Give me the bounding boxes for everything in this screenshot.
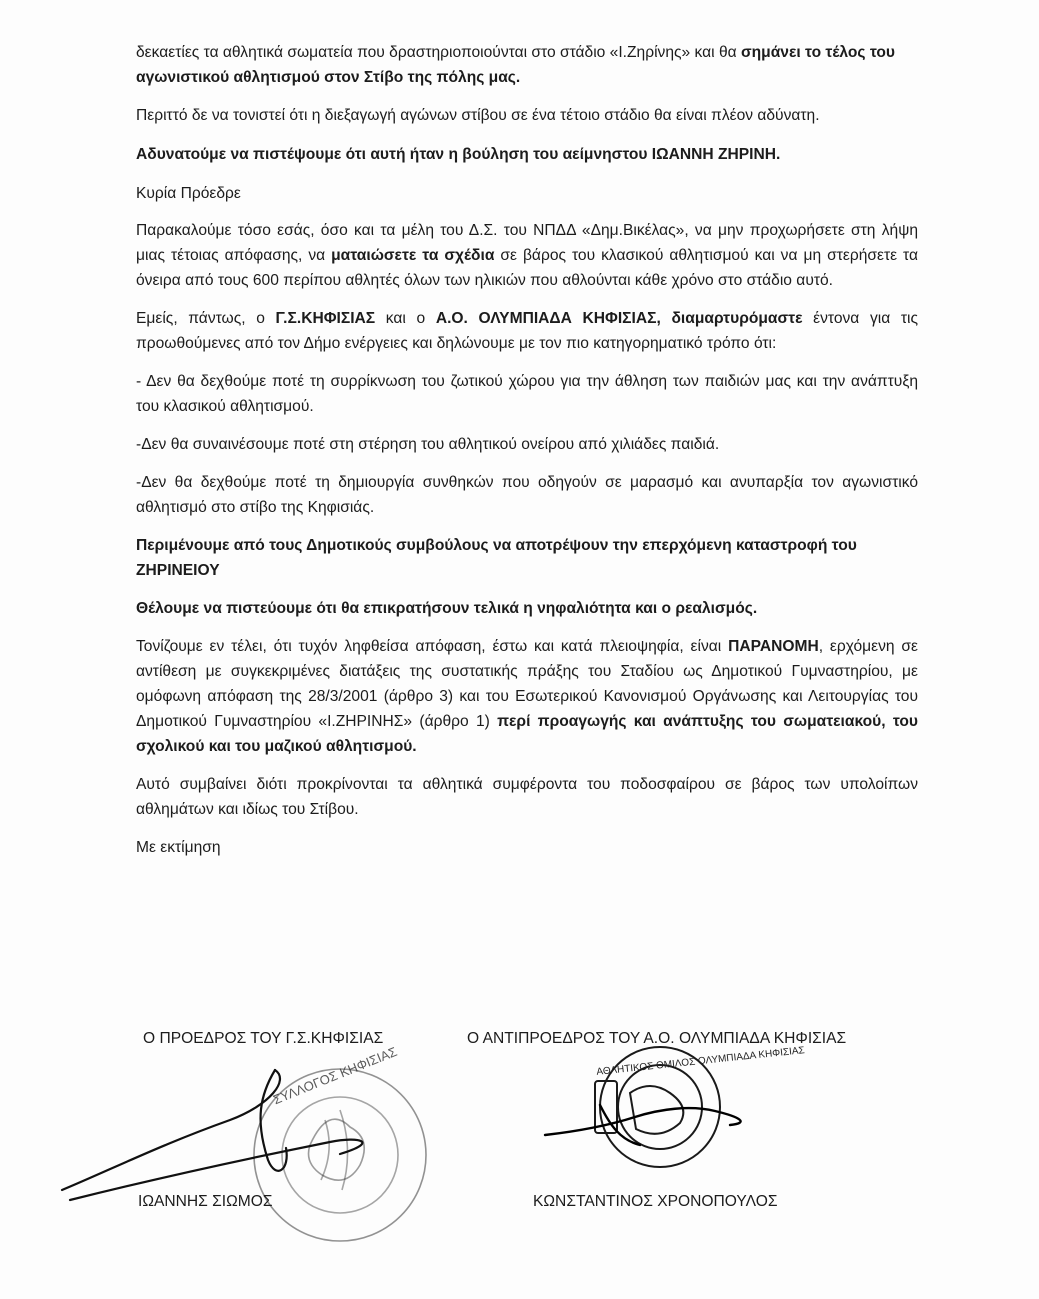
paragraph-impossible: Περιττό δε να τονιστεί ότι η διεξαγωγή αγώνων στίβου σε ένα τέτοιο στάδιο θα είναι πλέον αδύνατη. — [136, 107, 820, 124]
paragraph-councillors: Περιμένουμε από τους Δημοτικούς συμβούλους να αποτρέψουν την επερχόμενη καταστροφή του ΖΗΡΙΝΕΙΟΥ — [136, 537, 857, 579]
paragraph-request: Παρακαλούμε τόσο εσάς, όσο και τα μέλη του Δ.Σ. του ΝΠΔΔ «Δημ.Βικέλας», να μην προχωρήσετε στη λήψη μιας τέτοιας απόφασης, να ματαιώσετε τα σχέδια σε βάρος του κλασικού αθλητισμού και να μη στερήσετε τα όνειρα από τους 600 περίπου αθλητές όλων των ηλικιών που αθλούνται κάθε χρόνο στο στάδιο αυτό. — [136, 222, 918, 289]
left-signatory-name: ΙΩΑΝΝΗΣ ΣΙΩΜΟΣ — [138, 1193, 273, 1210]
letter-body — [136, 40, 918, 873]
paragraph-realism: Θέλουμε να πιστεύουμε ότι θα επικρατήσουν τελικά η νηφαλιότητα και ο ρεαλισμός. — [136, 600, 758, 617]
paragraph-stadium-clubs: δεκαετίες τα αθλητικά σωματεία που δραστηριοποιούνται στο στάδιο «Ι.Ζηρίνης» και θα σημάνει το τέλος του αγωνιστικού αθλητισμού στον Στίβο της πόλης μας. — [136, 44, 895, 86]
paragraph-illegal: Τονίζουμε εν τέλει, ότι τυχόν ληφθείσα απόφαση, έστω και κατά πλειοψηφία, είναι ΠΑΡΑΝΟΜΗ, ερχόμενη σε αντίθεση με συγκεκριμένες διατάξεις της συστατικής πράξης του Σταδίου ως Δημοτικού Γυμναστηρίου, με ομόφωνη απόφαση της 28/3/2001 (άρθρο 3) και του Εσωτερικού Κανονισμού Οργάνωσης και Λειτουργίας του Δημοτικού Γυμναστηρίου «Ι.ΖΗΡΙΝΗΣ» (άρθρο 1) περί προαγωγής και ανάπτυξης του σωματειακού, του σχολικού και του μαζικού αθλητισμού. — [136, 638, 918, 755]
paragraph-protest: Εμείς, πάντως, ο Γ.Σ.ΚΗΦΙΣΙΑΣ και ο Α.Ο. ΟΛΥΜΠΙΑΔΑ ΚΗΦΙΣΙΑΣ, διαμαρτυρόμαστε έντονα για τις προωθούμενες από τον Δήμο ενέργειες και δηλώνουμε με τον πιο κατηγορηματικό τρόπο ότι: — [136, 310, 918, 352]
right-signatory-title: Ο ΑΝΤΙΠΡΟΕΔΡΟΣ ΤΟΥ Α.Ο. ΟΛΥΜΠΙΑΔΑ ΚΗΦΙΣΙΑΣ — [467, 1030, 847, 1047]
left-stamp-signature — [40, 1050, 440, 1250]
list-item: -Δεν θα συναινέσουμε ποτέ στη στέρηση του αθλητικού ονείρου από χιλιάδες παιδιά. — [136, 436, 720, 453]
bold-phrase: σημάνει το τέλος του αγωνιστικού αθλητισμού στον Στίβο της πόλης μας. — [136, 44, 895, 86]
paragraph-zirinis-will: Αδυνατούμε να πιστέψουμε ότι αυτή ήταν η βούληση του αείμνηστου ΙΩΑΝΝΗ ΖΗΡΙΝΗ. — [136, 146, 781, 163]
salutation: Κυρία Πρόεδρε — [136, 185, 241, 202]
right-stamp-text: ΑΘΛΗΤΙΚΟΣ ΟΜΙΛΟΣ ΟΛΥΜΠΙΑΔΑ ΚΗΦΙΣΙΑΣ — [595, 1045, 806, 1078]
left-stamp-text: ΣΥΛΛΟΓΟΣ ΚΗΦΙΣΙΑΣ — [270, 1043, 400, 1108]
right-signatory-name: ΚΩΝΣΤΑΝΤΙΝΟΣ ΧΡΟΝΟΠΟΥΛΟΣ — [533, 1193, 778, 1210]
closing: Με εκτίμηση — [136, 839, 221, 856]
list-item: -Δεν θα δεχθούμε ποτέ τη δημιουργία συνθηκών που οδηγούν σε μαρασμό και ανυπαρξία τον αγωνιστικό αθλητισμό στο στίβο της Κηφισιάς. — [136, 474, 918, 516]
left-signatory-title: Ο ΠΡΟΕΔΡΟΣ ΤΟΥ Γ.Σ.ΚΗΦΙΣΙΑΣ — [143, 1030, 384, 1047]
paragraph-football: Αυτό συμβαίνει διότι προκρίνονται τα αθλητικά συμφέροντα του ποδοσφαίρου σε βάρος των υπολοίπων αθλημάτων και ιδίως του Στίβου. — [136, 776, 918, 818]
list-item: - Δεν θα δεχθούμε ποτέ τη συρρίκνωση του ζωτικού χώρου για την άθληση των παιδιών μας και την ανάπτυξη του κλασικού αθλητισμού. — [136, 373, 918, 415]
